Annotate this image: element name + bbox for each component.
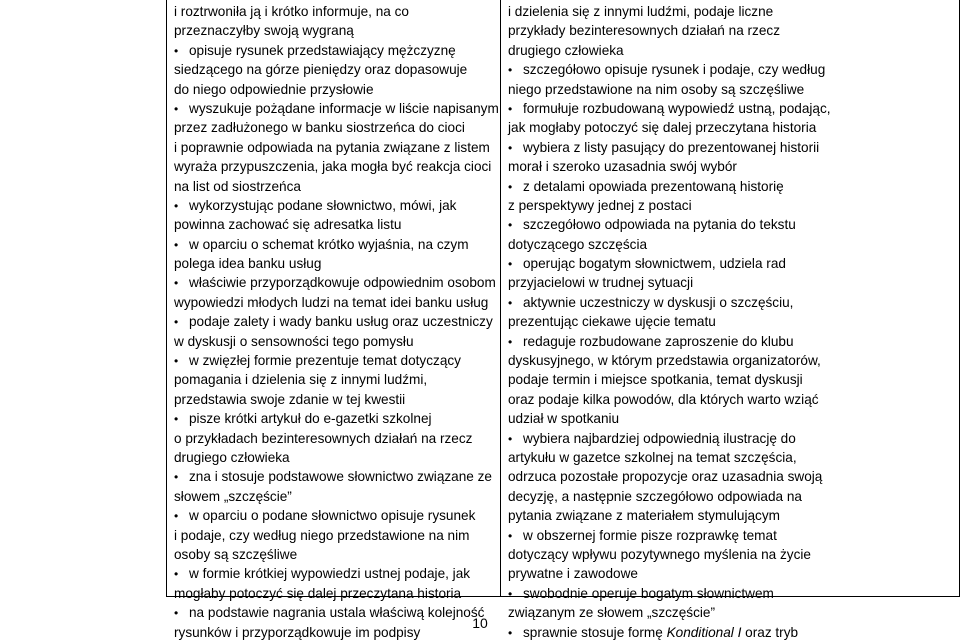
table-border-left <box>166 0 167 597</box>
line-text: decyzję, a następnie szczegółowo odpowiada na <box>508 488 802 504</box>
text-line <box>174 21 494 40</box>
bullet-icon: • <box>508 295 513 310</box>
bullet-text: podaje zalety i wady banku usług oraz uczestniczy <box>189 314 493 330</box>
bullet-text: w zwięzłej formie prezentuje temat dotyczący <box>189 353 461 369</box>
text-line <box>174 429 494 448</box>
line-text: pytania związane z materiałem stymulującym <box>508 508 780 524</box>
line-text: wypowiedzi młodych ludzi na temat idei banku usług <box>174 294 489 310</box>
line-text: dyskusyjnego, w którym przedstawia organizatorów, <box>508 353 821 369</box>
bullet-text: właściwie przyporządkowuje odpowiednim osobom <box>189 275 496 291</box>
line-text: dotyczącego szczęścia <box>508 236 648 252</box>
bullet-icon: • <box>174 606 179 621</box>
bullet-icon: • <box>174 237 179 252</box>
bullet-item <box>508 429 958 448</box>
text-line <box>174 138 494 157</box>
text-line <box>174 390 494 409</box>
line-text: na list od siostrzeńca <box>174 178 301 194</box>
line-text: i dzielenia się z innymi ludźmi, podaje liczne <box>508 4 774 19</box>
text-line <box>508 370 958 389</box>
text-line <box>174 254 494 273</box>
text-line <box>174 157 494 176</box>
line-text: przyjacielowi w trudnej sytuacji <box>508 275 694 291</box>
bullet-text: wyszukuje pożądane informacje w liście napisanym <box>189 100 499 116</box>
line-text: przykłady bezinteresownych działań na rzecz <box>508 23 781 39</box>
bullet-text: aktywnie uczestniczy w dyskusji o szczęściu, <box>523 294 794 310</box>
text-line <box>508 80 958 99</box>
bullet-icon: • <box>174 567 179 582</box>
bullet-text: wykorzystując podane słownictwo, mówi, jak <box>189 197 457 213</box>
line-text: przedstawia swoje zdanie w tej kwestii <box>174 391 406 407</box>
line-text: niego przedstawione na nim osoby są szczęśliwe <box>508 81 805 97</box>
bullet-text: szczegółowo opisuje rysunek i podaje, czy według <box>523 62 826 78</box>
bullet-item <box>174 235 494 254</box>
bullet-icon: • <box>508 586 513 601</box>
line-text: słowem „szczęście” <box>174 488 292 504</box>
line-text: związanym ze słowem „szczęście” <box>508 605 715 621</box>
bullet-icon: • <box>508 334 513 349</box>
text-line <box>174 60 494 79</box>
line-text: powinna zachować się adresatka listu <box>174 217 402 233</box>
bullet-item <box>508 177 958 196</box>
bullet-item <box>174 196 494 215</box>
text-line <box>508 41 958 60</box>
bullet-item <box>174 467 494 486</box>
bullet-icon: • <box>174 354 179 369</box>
text-line <box>508 312 958 331</box>
text-line <box>174 545 494 564</box>
text-line <box>174 448 494 467</box>
line-text: polega idea banku usług <box>174 256 322 272</box>
text-line <box>174 332 494 351</box>
bullet-icon: • <box>174 509 179 524</box>
text-line <box>174 80 494 99</box>
bullet-icon: • <box>174 412 179 427</box>
bullet-text: w formie krótkiej wypowiedzi ustnej podaje, jak <box>189 566 471 582</box>
line-text: siedzącego na górze pieniędzy oraz dopasowuje <box>174 62 468 78</box>
bullet-text: z detalami opowiada prezentowaną historię <box>523 178 784 194</box>
line-text: przez zadłużonego w banku siostrzeńca do cioci <box>174 120 465 136</box>
bullet-item <box>508 584 958 603</box>
bullet-item <box>174 564 494 583</box>
text-line <box>508 118 958 137</box>
right-column-cell <box>508 2 958 642</box>
left-column-cell <box>174 2 499 642</box>
bullet-icon: • <box>508 179 513 194</box>
text-line <box>174 487 494 506</box>
bullet-text: zna i stosuje podstawowe słownictwo związane ze <box>189 469 492 485</box>
text-line <box>508 21 958 40</box>
bullet-item <box>174 99 499 118</box>
bullet-item <box>508 254 958 273</box>
bullet-item <box>174 409 494 428</box>
line-text: oraz podaje kilka powodów, dla których warto wziąć <box>508 391 819 407</box>
bullet-icon: • <box>508 528 513 543</box>
bullet-item <box>174 273 494 292</box>
bullet-text: pisze krótki artykuł do e-gazetki szkolnej <box>189 411 432 427</box>
page-number: 10 <box>472 615 488 631</box>
text-line <box>174 118 494 137</box>
text-line <box>508 157 958 176</box>
bullet-icon: • <box>174 43 179 58</box>
text-line <box>508 564 958 583</box>
bullet-item <box>508 60 958 79</box>
bullet-text: sprawnie stosuje formę <box>523 624 667 640</box>
bullet-item <box>174 351 494 370</box>
bullet-text: opisuje rysunek przedstawiający mężczyznę <box>189 42 456 58</box>
bullet-item <box>174 506 494 525</box>
bullet-icon: • <box>174 101 179 116</box>
bullet-icon: • <box>508 625 513 640</box>
text-line <box>508 235 958 254</box>
line-text: z perspektywy jednej z postaci <box>508 197 692 213</box>
line-text: i roztrwoniła ją i krótko informuje, na co <box>174 4 409 19</box>
text-line <box>174 215 494 234</box>
line-text: do niego odpowiednie przysłowie <box>174 81 374 97</box>
text-line <box>508 196 958 215</box>
bullet-item <box>508 138 958 157</box>
bullet-item <box>174 312 494 331</box>
bullet-text: w oparciu o podane słownictwo opisuje rysunek <box>189 508 476 524</box>
bullet-item <box>508 526 958 545</box>
bullet-text-italic: Konditional I <box>666 624 742 640</box>
bullet-text: formułuje rozbudowaną wypowiedź ustną, podając, <box>523 100 831 116</box>
bullet-text: w oparciu o schemat krótko wyjaśnia, na czym <box>189 236 469 252</box>
line-text: odrzuca pozostałe propozycje oraz uzasadnia swoją <box>508 469 823 485</box>
line-text: pomagania i dzielenia się z innymi ludźmi, <box>174 372 428 388</box>
line-text: mogłaby potoczyć się dalej przeczytana historia <box>174 585 462 601</box>
line-text: jak mogłaby potoczyć się dalej przeczytana historia <box>508 120 817 136</box>
bullet-item <box>508 99 958 118</box>
line-text: drugiego człowieka <box>508 42 624 58</box>
line-text: rysunków i przyporządkowuje im podpisy <box>174 624 421 640</box>
text-line <box>508 487 958 506</box>
line-text: artykułu w gazetce szkolnej na temat szczęścia, <box>508 449 797 465</box>
text-line <box>174 526 494 545</box>
text-line <box>508 506 958 525</box>
line-text: i poprawnie odpowiada na pytania związane z listem <box>174 139 490 155</box>
text-line <box>174 584 494 603</box>
line-text: morał i szeroko uzasadnia swój wybór <box>508 159 737 175</box>
text-line <box>508 448 958 467</box>
text-line <box>508 545 958 564</box>
text-line <box>174 293 494 312</box>
bullet-icon: • <box>508 431 513 446</box>
text-line <box>508 390 958 409</box>
bullet-icon: • <box>174 276 179 291</box>
bullet-item <box>508 332 958 351</box>
bullet-icon: • <box>508 257 513 272</box>
bullet-text: redaguje rozbudowane zaproszenie do klubu <box>523 333 794 349</box>
bullet-text: operując bogatym słownictwem, udziela rad <box>523 256 786 272</box>
bullet-icon: • <box>174 470 179 485</box>
bullet-icon: • <box>508 63 513 78</box>
bullet-icon: • <box>174 198 179 213</box>
bullet-icon: • <box>508 218 513 233</box>
bullet-text: na podstawie nagrania ustala właściwą kolejność <box>189 605 485 621</box>
text-line <box>508 409 958 428</box>
line-text: w dyskusji o sensowności tego pomysłu <box>174 333 414 349</box>
text-line <box>174 177 494 196</box>
bullet-item <box>508 293 958 312</box>
text-line <box>508 467 958 486</box>
text-line <box>174 2 494 21</box>
line-text: drugiego człowieka <box>174 449 290 465</box>
bullet-icon: • <box>508 101 513 116</box>
bullet-text: szczegółowo odpowiada na pytania do tekstu <box>523 217 796 233</box>
text-line <box>508 273 958 292</box>
line-text: udział w spotkaniu <box>508 411 620 427</box>
bullet-text: wybiera najbardziej odpowiednią ilustrację do <box>523 430 796 446</box>
bullet-icon: • <box>174 315 179 330</box>
line-text: osoby są szczęśliwe <box>174 546 298 562</box>
bullet-item <box>508 215 958 234</box>
bullet-item <box>174 41 494 60</box>
bullet-text: swobodnie operuje bogatym słownictwem <box>523 585 774 601</box>
table-border-middle <box>500 0 501 597</box>
line-text: podaje termin i miejsce spotkania, temat dyskusji <box>508 372 803 388</box>
bullet-icon: • <box>508 140 513 155</box>
bullet-text: oraz tryb <box>741 624 799 640</box>
bullet-text: w obszernej formie pisze rozprawkę temat <box>523 527 777 543</box>
text-line <box>174 370 494 389</box>
line-text: wyraża przypuszczenia, jaka mogła być reakcja cioci <box>174 159 492 175</box>
line-text: prywatne i zawodowe <box>508 566 638 582</box>
line-text: i podaje, czy według niego przedstawione na nim <box>174 527 470 543</box>
line-text: o przykładach bezinteresownych działań na rzecz <box>174 430 473 446</box>
text-line <box>508 351 958 370</box>
line-text: przeznaczyłby swoją wygraną <box>174 23 354 39</box>
line-text: dotyczący wpływu pozytywnego myślenia na życie <box>508 546 811 562</box>
text-line <box>508 2 958 21</box>
bullet-text: wybiera z listy pasujący do prezentowanej historii <box>523 139 820 155</box>
line-text: prezentując ciekawe ujęcie tematu <box>508 314 716 330</box>
